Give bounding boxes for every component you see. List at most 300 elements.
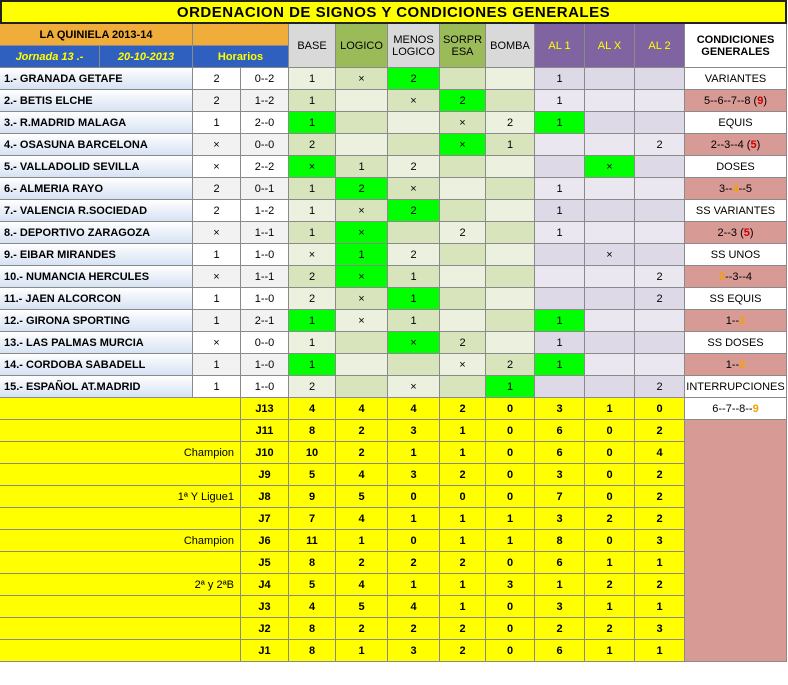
match-base-cell: 1 xyxy=(289,112,336,134)
jornada-label: J8 xyxy=(241,486,289,508)
match-al2-cell xyxy=(635,310,685,332)
condition-text: SS VARIANTES xyxy=(695,204,776,217)
match-alx-cell xyxy=(585,68,635,90)
jornada-label: J7 xyxy=(241,508,289,530)
condition-text: INTERRUPCIONES xyxy=(686,380,785,393)
match-sign-cell: 1 xyxy=(193,288,241,310)
match-alx-cell xyxy=(585,376,635,398)
jornada-menos-value: 1 xyxy=(388,574,440,596)
match-name: 3.- R.MADRID MALAGA xyxy=(0,112,193,134)
jornada-sorpresa-value: 1 xyxy=(440,420,486,442)
match-score-cell: 1--2 xyxy=(241,200,289,222)
match-sign-cell: × xyxy=(193,134,241,156)
match-sorpresa-cell xyxy=(440,376,486,398)
match-logico-cell: × xyxy=(336,310,388,332)
condition-text: 2--3--4 ( xyxy=(710,138,751,151)
match-menos-cell: 1 xyxy=(388,288,440,310)
condition-text: 5 xyxy=(750,138,757,151)
match-base-cell: 2 xyxy=(289,266,336,288)
condition-text: ) xyxy=(749,226,754,239)
jornada-al2-value: 2 xyxy=(635,574,685,596)
match-al1-cell xyxy=(535,244,585,266)
jornada-sorpresa-value: 1 xyxy=(440,596,486,618)
jornada-menos-value: 3 xyxy=(388,640,440,662)
match-al2-cell xyxy=(635,332,685,354)
jornada-base-value: 8 xyxy=(289,420,336,442)
match-alx-cell xyxy=(585,354,635,376)
jornada-alx-value: 0 xyxy=(585,530,635,552)
jornada-logico-value: 1 xyxy=(336,530,388,552)
condition-text: SS DOSES xyxy=(707,336,764,349)
match-al2-cell xyxy=(635,156,685,178)
match-al1-cell: 1 xyxy=(535,178,585,200)
match-bomba-cell xyxy=(486,244,535,266)
col-header-sorpresa-line1: SORPR xyxy=(442,33,483,46)
jornada-logico-value: 1 xyxy=(336,640,388,662)
condition-cell xyxy=(685,68,787,90)
jornada-alx-value: 2 xyxy=(585,618,635,640)
condition-cell xyxy=(685,178,787,200)
match-sign-cell: 1 xyxy=(193,376,241,398)
match-al1-cell: 1 xyxy=(535,222,585,244)
jornada-al1-value: 6 xyxy=(535,552,585,574)
condition-cell xyxy=(685,156,787,178)
jornada-label: J6 xyxy=(241,530,289,552)
condition-text: 9 xyxy=(757,94,764,107)
jornada-al2-value: 0 xyxy=(635,398,685,420)
match-menos-cell xyxy=(388,222,440,244)
match-bomba-cell xyxy=(486,68,535,90)
jornada-base-value: 8 xyxy=(289,618,336,640)
match-alx-cell xyxy=(585,266,635,288)
col-header-condiciones-line1: CONDICIONES xyxy=(696,33,775,46)
match-score-cell: 2--2 xyxy=(241,156,289,178)
match-sign-cell: 2 xyxy=(193,178,241,200)
condition-blank-block xyxy=(685,420,787,662)
condition-cell xyxy=(685,244,787,266)
match-score-cell: 2--1 xyxy=(241,310,289,332)
jornada-menos-value: 0 xyxy=(388,530,440,552)
match-base-cell: 1 xyxy=(289,332,336,354)
match-al2-cell xyxy=(635,200,685,222)
jornada-label: J1 xyxy=(241,640,289,662)
match-sign-cell: 1 xyxy=(193,112,241,134)
match-sorpresa-cell xyxy=(440,310,486,332)
jornada-sorpresa-value: 2 xyxy=(440,464,486,486)
jornada-logico-value: 2 xyxy=(336,552,388,574)
match-menos-cell: 2 xyxy=(388,68,440,90)
condition-text: ) xyxy=(763,94,767,107)
match-sorpresa-cell: 2 xyxy=(440,332,486,354)
jornada-menos-value: 2 xyxy=(388,618,440,640)
jornada-al2-value: 4 xyxy=(635,442,685,464)
jornada-date: 20-10-2013 xyxy=(100,46,193,68)
condition-text: 1-- xyxy=(725,314,740,327)
match-base-cell: 2 xyxy=(289,376,336,398)
match-logico-cell: × xyxy=(336,266,388,288)
condition-text: 5 xyxy=(743,226,750,239)
match-bomba-cell: 2 xyxy=(486,354,535,376)
match-alx-cell xyxy=(585,178,635,200)
match-logico-cell xyxy=(336,332,388,354)
match-al1-cell xyxy=(535,288,585,310)
match-name: 7.- VALENCIA R.SOCIEDAD xyxy=(0,200,193,222)
header-blank xyxy=(193,24,289,46)
match-al2-cell: 2 xyxy=(635,288,685,310)
jornada-label: J10 xyxy=(241,442,289,464)
match-al2-cell xyxy=(635,68,685,90)
condition-text: VARIANTES xyxy=(704,72,767,85)
match-al2-cell: 2 xyxy=(635,134,685,156)
match-sorpresa-cell: × xyxy=(440,134,486,156)
condition-text: 9 xyxy=(752,402,759,415)
jornada-al1-value: 3 xyxy=(535,596,585,618)
jornada-note: 2ª y 2ªB xyxy=(0,574,241,596)
col-header-menos-line2: LOGICO xyxy=(392,45,435,58)
condition-cell xyxy=(685,266,787,288)
match-sign-cell: × xyxy=(193,332,241,354)
jornada-alx-value: 0 xyxy=(585,420,635,442)
col-header-menos-line1: MENOS xyxy=(393,33,434,46)
match-al2-cell xyxy=(635,354,685,376)
match-score-cell: 1--0 xyxy=(241,354,289,376)
match-menos-cell: 1 xyxy=(388,310,440,332)
jornada-logico-value: 4 xyxy=(336,574,388,596)
match-sign-cell: 1 xyxy=(193,354,241,376)
jornada-logico-value: 2 xyxy=(336,618,388,640)
horarios-label: Horarios xyxy=(193,46,289,68)
jornada-label: J4 xyxy=(241,574,289,596)
condition-text: SS EQUIS xyxy=(709,292,762,305)
jornada-base-value: 11 xyxy=(289,530,336,552)
jornada-sorpresa-value: 2 xyxy=(440,618,486,640)
match-sorpresa-cell: 2 xyxy=(440,90,486,112)
quiniela-season-label: LA QUINIELA 2013-14 xyxy=(0,24,193,46)
match-menos-cell: 2 xyxy=(388,156,440,178)
match-alx-cell xyxy=(585,310,635,332)
match-score-cell: 1--0 xyxy=(241,244,289,266)
jornada-logico-value: 5 xyxy=(336,596,388,618)
match-name: 8.- DEPORTIVO ZARAGOZA xyxy=(0,222,193,244)
jornada-label: J11 xyxy=(241,420,289,442)
match-al2-cell xyxy=(635,90,685,112)
jornada-note xyxy=(0,640,241,662)
col-header-sorpresa-line2: ESA xyxy=(451,45,474,58)
match-name: 6.- ALMERIA RAYO xyxy=(0,178,193,200)
match-base-cell: 1 xyxy=(289,200,336,222)
match-bomba-cell xyxy=(486,222,535,244)
match-al1-cell: 1 xyxy=(535,112,585,134)
jornada-base-value: 8 xyxy=(289,640,336,662)
match-al1-cell: 1 xyxy=(535,310,585,332)
match-base-cell: 1 xyxy=(289,354,336,376)
jornada-base-value: 5 xyxy=(289,464,336,486)
match-name: 1.- GRANADA GETAFE xyxy=(0,68,193,90)
jornada-note xyxy=(0,618,241,640)
jornada-base-value: 9 xyxy=(289,486,336,508)
match-menos-cell: × xyxy=(388,332,440,354)
col-header-menos-logico xyxy=(388,24,440,68)
match-name: 5.- VALLADOLID SEVILLA xyxy=(0,156,193,178)
jornada-al1-value: 6 xyxy=(535,420,585,442)
match-base-cell: × xyxy=(289,156,336,178)
match-menos-cell: 1 xyxy=(388,266,440,288)
match-alx-cell: × xyxy=(585,244,635,266)
jornada-note xyxy=(0,420,241,442)
jornada-label: J3 xyxy=(241,596,289,618)
col-header-al1: AL 1 xyxy=(535,24,585,68)
col-header-sorpresa xyxy=(440,24,486,68)
jornada-bomba-value: 0 xyxy=(486,552,535,574)
match-bomba-cell xyxy=(486,288,535,310)
jornada-bomba-value: 0 xyxy=(486,596,535,618)
match-alx-cell xyxy=(585,222,635,244)
match-al1-cell: 1 xyxy=(535,90,585,112)
col-header-base: BASE xyxy=(289,24,336,68)
match-al1-cell xyxy=(535,266,585,288)
jornada-bomba-value: 1 xyxy=(486,530,535,552)
match-alx-cell: × xyxy=(585,156,635,178)
jornada-sorpresa-value: 1 xyxy=(440,442,486,464)
match-sorpresa-cell: 2 xyxy=(440,222,486,244)
jornada-al1-value: 3 xyxy=(535,398,585,420)
match-name: 13.- LAS PALMAS MURCIA xyxy=(0,332,193,354)
condition-cell xyxy=(685,134,787,156)
match-menos-cell: × xyxy=(388,90,440,112)
condition-text: 4 xyxy=(732,182,739,195)
match-alx-cell xyxy=(585,288,635,310)
match-name: 11.- JAEN ALCORCON xyxy=(0,288,193,310)
jornada-sorpresa-value: 2 xyxy=(440,398,486,420)
condition-text: EQUIS xyxy=(718,116,753,129)
match-sorpresa-cell xyxy=(440,178,486,200)
match-logico-cell: × xyxy=(336,200,388,222)
match-alx-cell xyxy=(585,112,635,134)
jornada-note: Champion xyxy=(0,530,241,552)
match-sign-cell: 1 xyxy=(193,310,241,332)
jornada-base-value: 5 xyxy=(289,574,336,596)
condition-cell xyxy=(685,310,787,332)
condition-text: 2 xyxy=(739,358,746,371)
condition-text: ) xyxy=(756,138,761,151)
condition-text: SS UNOS xyxy=(710,248,761,261)
match-base-cell: 2 xyxy=(289,134,336,156)
match-base-cell: 1 xyxy=(289,310,336,332)
condition-cell xyxy=(685,222,787,244)
jornada-al2-value: 2 xyxy=(635,420,685,442)
match-sign-cell: 2 xyxy=(193,68,241,90)
jornada-base-value: 8 xyxy=(289,552,336,574)
condition-text: DOSES xyxy=(716,160,755,173)
match-sorpresa-cell xyxy=(440,244,486,266)
jornada-al1-value: 7 xyxy=(535,486,585,508)
match-score-cell: 1--0 xyxy=(241,376,289,398)
match-name: 10.- NUMANCIA HERCULES xyxy=(0,266,193,288)
match-logico-cell: × xyxy=(336,68,388,90)
condition-cell xyxy=(685,90,787,112)
jornada-al2-value: 3 xyxy=(635,530,685,552)
match-bomba-cell: 2 xyxy=(486,112,535,134)
match-alx-cell xyxy=(585,90,635,112)
match-sorpresa-cell: × xyxy=(440,354,486,376)
jornada-logico-value: 4 xyxy=(336,398,388,420)
jornada-menos-value: 3 xyxy=(388,420,440,442)
match-score-cell: 1--2 xyxy=(241,90,289,112)
jornada-base-value: 10 xyxy=(289,442,336,464)
jornada-al2-value: 1 xyxy=(635,596,685,618)
match-name: 2.- BETIS ELCHE xyxy=(0,90,193,112)
jornada-bomba-value: 0 xyxy=(486,420,535,442)
condition-text: --3--4 xyxy=(725,270,752,283)
jornada-al1-value: 3 xyxy=(535,508,585,530)
jornada-sorpresa-value: 0 xyxy=(440,486,486,508)
jornada-al1-value: 1 xyxy=(535,574,585,596)
col-header-condiciones xyxy=(685,24,787,68)
jornada-al2-value: 1 xyxy=(635,552,685,574)
condition-cell xyxy=(685,398,787,420)
match-base-cell: 2 xyxy=(289,288,336,310)
jornada-menos-value: 4 xyxy=(388,398,440,420)
condition-cell xyxy=(685,332,787,354)
match-name: 15.- ESPAÑOL AT.MADRID xyxy=(0,376,193,398)
match-sorpresa-cell xyxy=(440,288,486,310)
match-logico-cell xyxy=(336,90,388,112)
jornada-menos-value: 0 xyxy=(388,486,440,508)
match-base-cell: 1 xyxy=(289,178,336,200)
jornada-alx-value: 1 xyxy=(585,596,635,618)
jornada-bomba-value: 0 xyxy=(486,398,535,420)
jornada-al2-value: 2 xyxy=(635,486,685,508)
jornada-logico-value: 5 xyxy=(336,486,388,508)
jornada-bomba-value: 0 xyxy=(486,486,535,508)
jornada-logico-value: 2 xyxy=(336,420,388,442)
page-title: ORDENACION DE SIGNOS Y CONDICIONES GENERALES xyxy=(0,0,787,24)
jornada-label: Jornada 13 .- xyxy=(0,46,100,68)
jornada-label: J9 xyxy=(241,464,289,486)
match-sign-cell: × xyxy=(193,222,241,244)
condition-cell xyxy=(685,112,787,134)
jornada-al1-value: 3 xyxy=(535,464,585,486)
match-logico-cell xyxy=(336,134,388,156)
match-score-cell: 0--0 xyxy=(241,134,289,156)
match-bomba-cell xyxy=(486,178,535,200)
jornada-base-value: 4 xyxy=(289,596,336,618)
match-sign-cell: 2 xyxy=(193,90,241,112)
match-base-cell: 1 xyxy=(289,90,336,112)
match-alx-cell xyxy=(585,332,635,354)
match-logico-cell: × xyxy=(336,288,388,310)
col-header-logico: LOGICO xyxy=(336,24,388,68)
jornada-label: J2 xyxy=(241,618,289,640)
jornada-al2-value: 3 xyxy=(635,618,685,640)
match-score-cell: 0--0 xyxy=(241,332,289,354)
jornada-note xyxy=(0,464,241,486)
jornada-sorpresa-value: 1 xyxy=(440,508,486,530)
jornada-alx-value: 1 xyxy=(585,398,635,420)
match-al1-cell: 1 xyxy=(535,332,585,354)
match-al1-cell xyxy=(535,376,585,398)
match-menos-cell: × xyxy=(388,376,440,398)
match-sorpresa-cell xyxy=(440,156,486,178)
condition-text: 2 xyxy=(739,314,746,327)
match-name: 9.- EIBAR MIRANDES xyxy=(0,244,193,266)
jornada-bomba-value: 0 xyxy=(486,464,535,486)
match-sign-cell: × xyxy=(193,266,241,288)
jornada-logico-value: 4 xyxy=(336,508,388,530)
col-header-al2: AL 2 xyxy=(635,24,685,68)
match-bomba-cell xyxy=(486,266,535,288)
match-menos-cell xyxy=(388,354,440,376)
match-score-cell: 0--1 xyxy=(241,178,289,200)
jornada-sorpresa-value: 1 xyxy=(440,574,486,596)
match-al1-cell: 1 xyxy=(535,68,585,90)
jornada-label: J5 xyxy=(241,552,289,574)
match-al2-cell xyxy=(635,112,685,134)
match-sorpresa-cell xyxy=(440,68,486,90)
condition-cell xyxy=(685,354,787,376)
jornada-sorpresa-value: 2 xyxy=(440,640,486,662)
match-score-cell: 1--0 xyxy=(241,288,289,310)
match-al2-cell xyxy=(635,178,685,200)
match-name: 4.- OSASUNA BARCELONA xyxy=(0,134,193,156)
match-bomba-cell xyxy=(486,332,535,354)
jornada-note xyxy=(0,398,241,420)
match-base-cell: 1 xyxy=(289,68,336,90)
match-al2-cell xyxy=(635,244,685,266)
jornada-al2-value: 1 xyxy=(635,640,685,662)
jornada-note xyxy=(0,552,241,574)
match-name: 14.- CORDOBA SABADELL xyxy=(0,354,193,376)
jornada-alx-value: 0 xyxy=(585,486,635,508)
jornada-label: J13 xyxy=(241,398,289,420)
jornada-al1-value: 6 xyxy=(535,442,585,464)
jornada-menos-value: 3 xyxy=(388,464,440,486)
jornada-logico-value: 4 xyxy=(336,464,388,486)
match-alx-cell xyxy=(585,134,635,156)
jornada-bomba-value: 0 xyxy=(486,618,535,640)
match-sign-cell: × xyxy=(193,156,241,178)
condition-text: 3-- xyxy=(718,182,733,195)
jornada-bomba-value: 3 xyxy=(486,574,535,596)
match-score-cell: 1--1 xyxy=(241,266,289,288)
match-menos-cell: 2 xyxy=(388,244,440,266)
match-score-cell: 0--2 xyxy=(241,68,289,90)
condition-text: 2 xyxy=(718,270,726,283)
condition-cell xyxy=(685,376,787,398)
match-sign-cell: 2 xyxy=(193,200,241,222)
jornada-menos-value: 4 xyxy=(388,596,440,618)
jornada-bomba-value: 1 xyxy=(486,508,535,530)
jornada-alx-value: 0 xyxy=(585,464,635,486)
col-header-alx: AL X xyxy=(585,24,635,68)
jornada-logico-value: 2 xyxy=(336,442,388,464)
jornada-base-value: 7 xyxy=(289,508,336,530)
jornada-bomba-value: 0 xyxy=(486,442,535,464)
match-menos-cell xyxy=(388,112,440,134)
col-header-condiciones-line2: GENERALES xyxy=(701,45,770,58)
condition-text: 1-- xyxy=(725,358,740,371)
match-score-cell: 2--0 xyxy=(241,112,289,134)
match-menos-cell xyxy=(388,134,440,156)
jornada-menos-value: 1 xyxy=(388,442,440,464)
jornada-note: Champion xyxy=(0,442,241,464)
match-al2-cell: 2 xyxy=(635,376,685,398)
match-logico-cell xyxy=(336,112,388,134)
jornada-menos-value: 1 xyxy=(388,508,440,530)
match-bomba-cell xyxy=(486,156,535,178)
match-al1-cell xyxy=(535,134,585,156)
match-logico-cell: × xyxy=(336,222,388,244)
